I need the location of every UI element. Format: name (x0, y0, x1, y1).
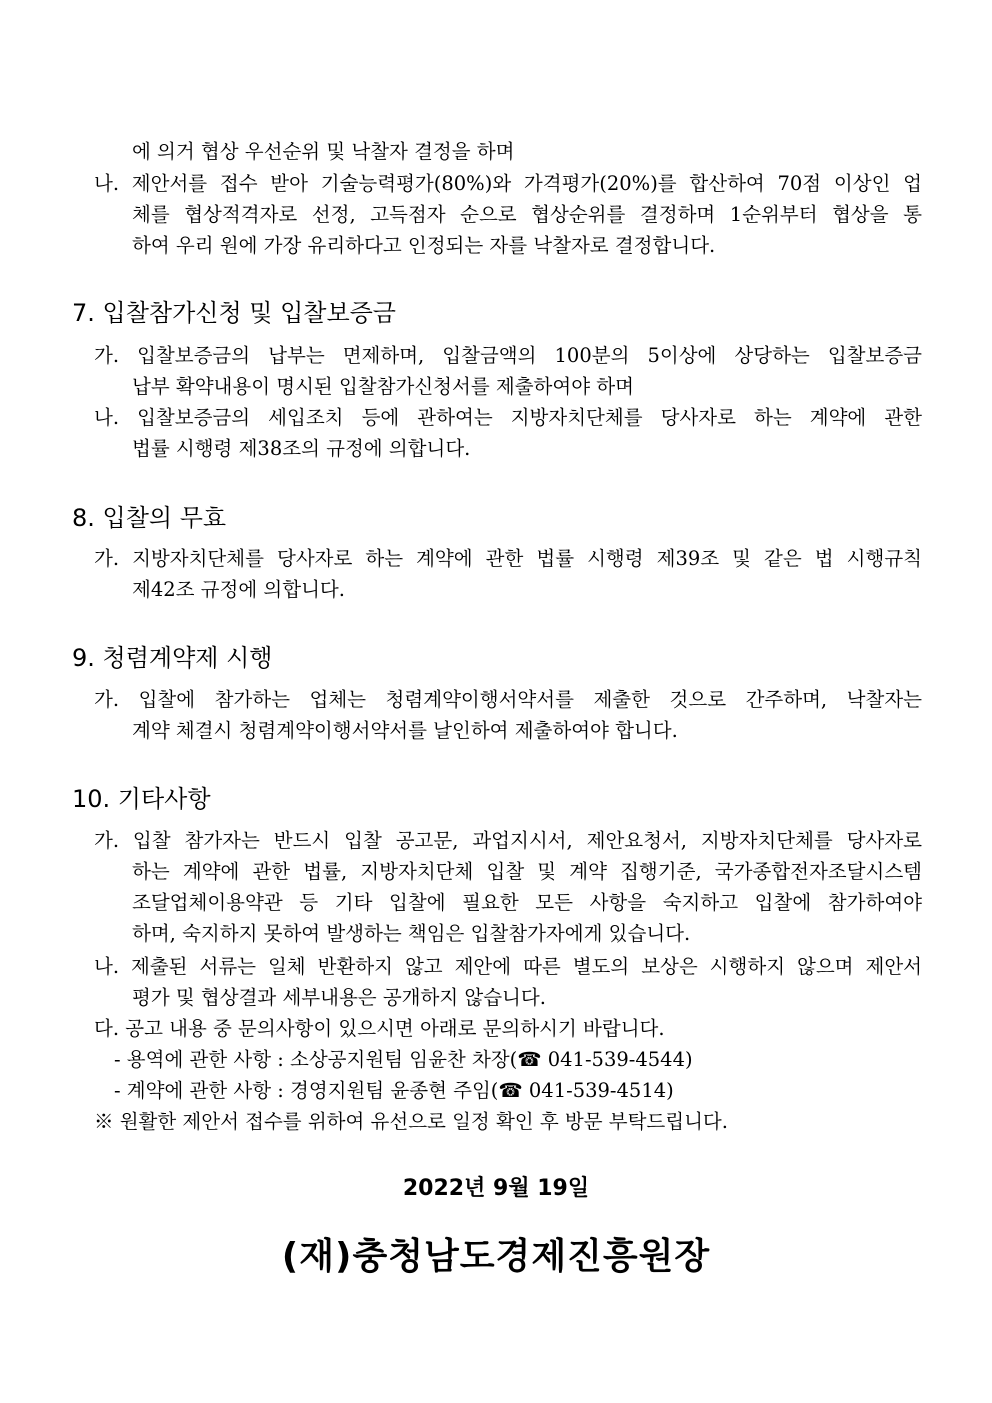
section8-line-2: 제42조 규정에 의합니다. (132, 578, 345, 601)
section7-line-4: 법률 시행령 제38조의 규정에 의합니다. (132, 437, 471, 460)
section6-line-1: 에 의거 협상 우선순위 및 낙찰자 결정을 하며 (132, 140, 515, 163)
contact-contract (114, 1079, 674, 1103)
notice-date: 2022년 9월 19일 (402, 1176, 590, 1201)
section8-line-1: 가. 지방자치단체를 당사자로 하는 계약에 관한 법률 시행령 제39조 및 같은 법 시행규칙 (94, 547, 922, 570)
section10-line-4: 하며, 숙지하지 못하여 발생하는 책임은 입찰참가자에게 있습니다. (132, 922, 691, 945)
section10-line-3: 조달업체이용약관 등 기타 입찰에 필요한 모든 사항을 숙지하고 입찰에 참가하여야 (132, 891, 922, 914)
section7-line-2: 납부 확약내용이 명시된 입찰참가신청서를 제출하여야 하며 (132, 375, 634, 398)
section10-line-7: 다. 공고 내용 중 문의사항이 있으시면 아래로 문의하시기 바랍니다. (94, 1017, 665, 1040)
contact-service-suffix: ) (684, 1048, 693, 1071)
section10-line-5: 나. 제출된 서류는 일체 반환하지 않고 제안에 따른 별도의 보상은 시행하지 않으며 제안서 (94, 955, 922, 978)
section9-heading: 9. 청렴계약제 시행 (72, 644, 273, 672)
contact-contract-phone: 041-539-4514 (528, 1079, 667, 1102)
section10-line-6: 평가 및 협상결과 세부내용은 공개하지 않습니다. (132, 986, 546, 1009)
contact-service-phone: 041-539-4544 (547, 1048, 685, 1071)
section10-line-2: 하는 계약에 관한 법률, 지방자치단체 입찰 및 계약 집행기준, 국가종합전자조달시스템 (132, 860, 922, 883)
section6-line-3: 체를 협상적격자로 선정, 고득점자 순으로 협상순위를 결정하며 1순위부터 협상을 통 (132, 203, 922, 226)
section7-heading: 7. 입찰참가신청 및 입찰보증금 (72, 299, 396, 327)
telephone-icon: ☎ (498, 1079, 523, 1102)
contact-service-prefix: - 용역에 관한 사항 : 소상공지원팀 임윤찬 차장( (114, 1048, 518, 1071)
section9-line-2: 계약 체결시 청렴계약이행서약서를 날인하여 제출하여야 합니다. (132, 719, 678, 742)
contact-contract-prefix: - 계약에 관한 사항 : 경영지원팀 윤종현 주임( (114, 1079, 499, 1102)
organization-name: (재)충청남도경제진흥원장 (281, 1236, 711, 1277)
contact-service (114, 1048, 693, 1072)
section10-heading: 10. 기타사항 (72, 785, 211, 813)
section9-line-1: 가. 입찰에 참가하는 업체는 청렴계약이행서약서를 제출한 것으로 간주하며, 낙찰자는 (94, 688, 922, 711)
section8-heading: 8. 입찰의 무효 (72, 504, 227, 532)
section6-line-2: 나. 제안서를 접수 받아 기술능력평가(80%)와 가격평가(20%)를 합산하여 70점 이상인 업 (94, 172, 922, 195)
telephone-icon: ☎ (517, 1048, 542, 1071)
section7-line-3: 나. 입찰보증금의 세입조치 등에 관하여는 지방자치단체를 당사자로 하는 계약에 관한 (94, 406, 922, 429)
section10-line-1: 가. 입찰 참가자는 반드시 입찰 공고문, 과업지시서, 제안요청서, 지방자치단체를 당사자로 (94, 829, 922, 852)
section7-line-1: 가. 입찰보증금의 납부는 면제하며, 입찰금액의 100분의 5이상에 상당하는 입찰보증금 (94, 344, 922, 367)
contact-contract-suffix: ) (666, 1079, 674, 1102)
section6-line-4: 하여 우리 원에 가장 유리하다고 인정되는 자를 낙찰자로 결정합니다. (132, 234, 716, 257)
visit-note: ※ 원활한 제안서 접수를 위하여 유선으로 일정 확인 후 방문 부탁드립니다. (94, 1110, 728, 1133)
